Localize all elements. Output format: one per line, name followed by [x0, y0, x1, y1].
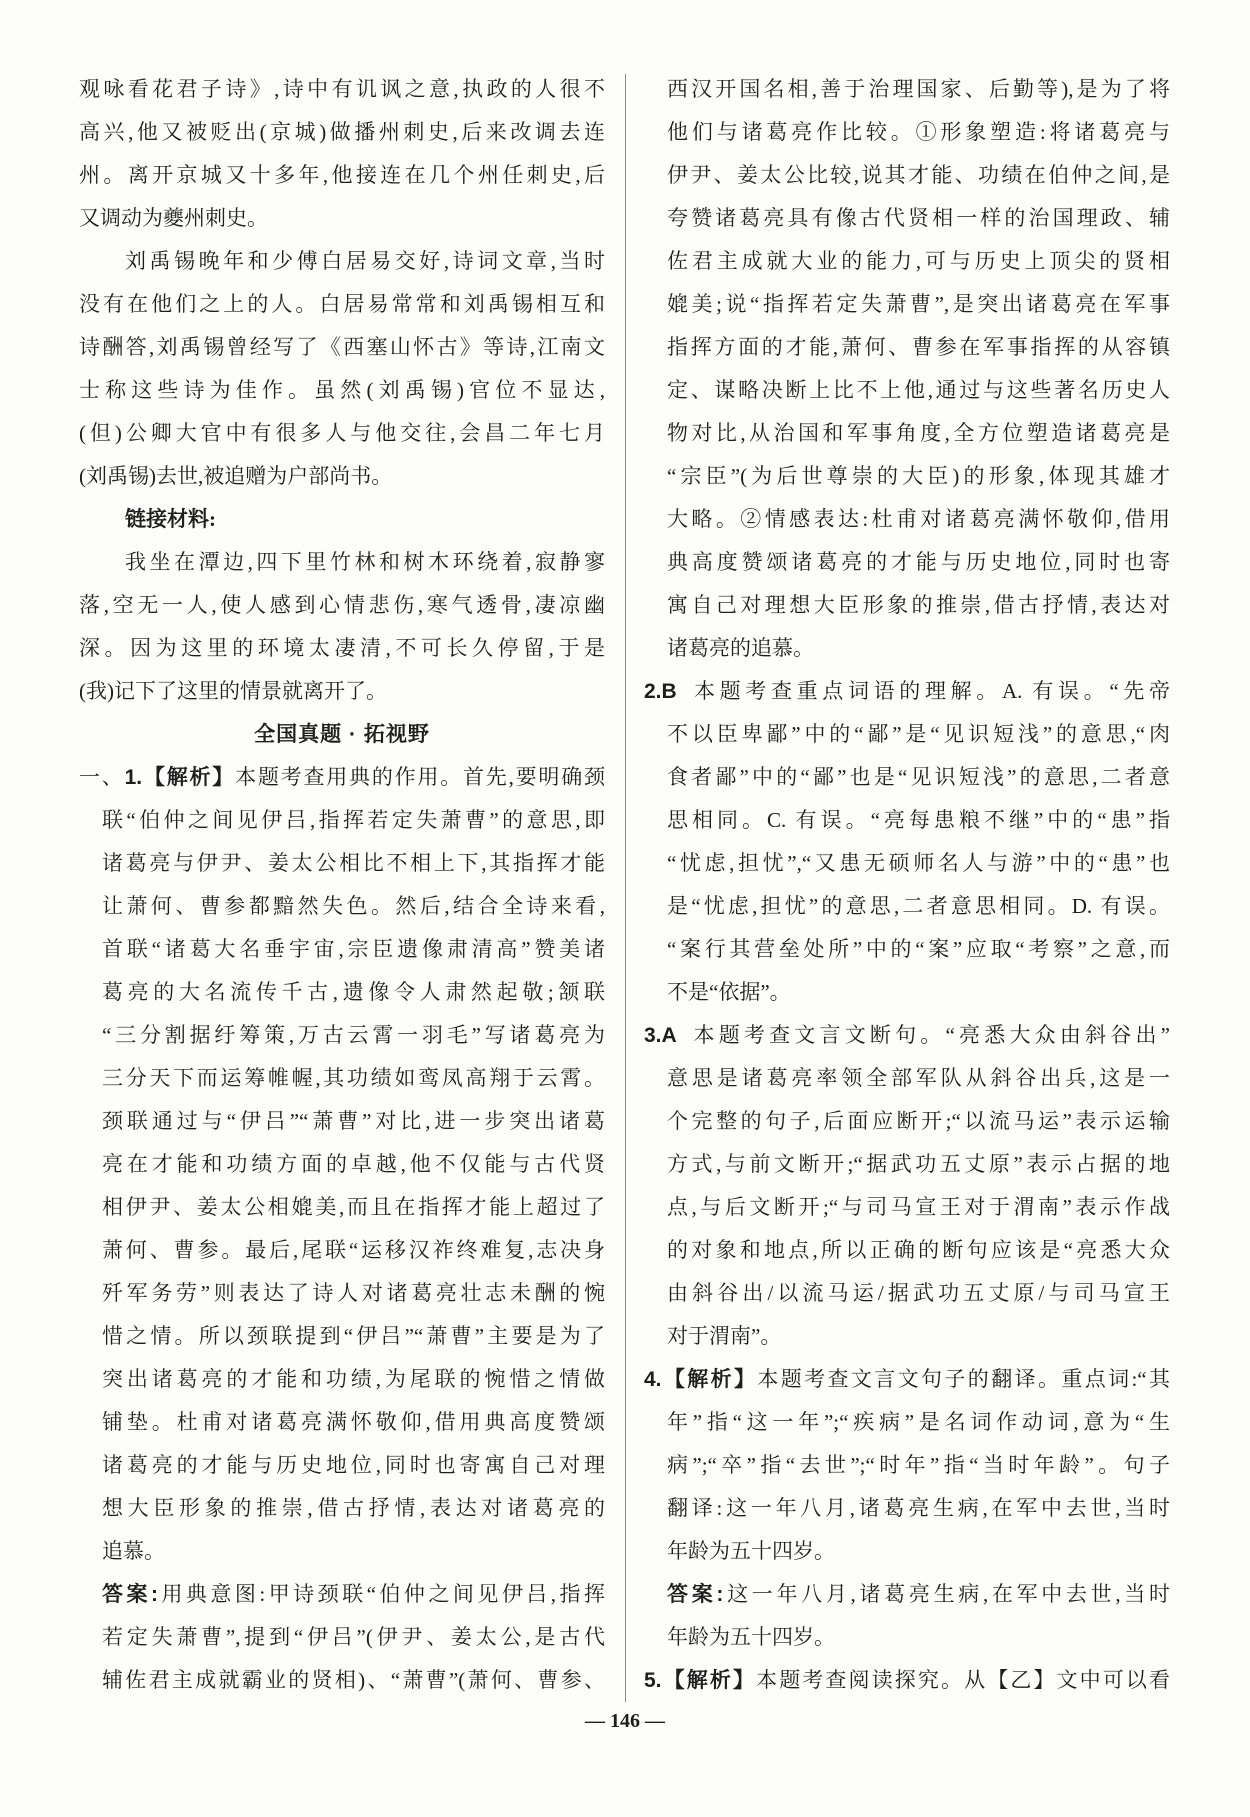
line-text: 若定失萧曹”,提到“伊吕”(伊尹、姜太公,是古代 — [102, 1625, 605, 1649]
text-line — [644, 928, 1170, 971]
text-line — [644, 1100, 1170, 1143]
line-text: 辅佐君主成就霸业的贤相)、“萧曹”(萧何、曹参、 — [102, 1668, 605, 1692]
line-text: 是“忧虑,担忧”的意思,二者意思相同。D. 有误。 — [667, 894, 1170, 918]
text-line — [79, 541, 605, 584]
text-line — [644, 412, 1170, 455]
line-text: 媲美;说“指挥若定失萧曹”,是突出诸葛亮在军事 — [667, 292, 1170, 316]
line-text: 对于渭南”。 — [667, 1324, 782, 1348]
text-line — [644, 240, 1170, 283]
line-text: “忧虑,担忧”,“又患无硕师名人与游”中的“患”也 — [667, 851, 1170, 875]
page-number: — 146 — — [585, 1710, 665, 1732]
text-line — [79, 455, 605, 498]
line-text: 个完整的句子,后面应断开;“以流马运”表示运输 — [667, 1109, 1170, 1133]
line-text: 追慕。 — [102, 1539, 165, 1563]
line-text: 这一年八月,诸葛亮生病,在军中去世,当时 — [723, 1582, 1171, 1606]
text-line — [79, 971, 605, 1014]
text-line — [644, 1229, 1170, 1272]
text-line — [79, 1186, 605, 1229]
text-line — [79, 1014, 605, 1057]
text-line — [79, 68, 605, 111]
line-text: 食者鄙”中的“鄙”也是“见识短浅”的意思,二者意 — [667, 765, 1170, 789]
item-label: 5.【解析】 — [644, 1669, 757, 1692]
text-line — [644, 1358, 1170, 1401]
line-text: 翻译:这一年八月,诸葛亮生病,在军中去世,当时 — [667, 1496, 1170, 1520]
text-line — [79, 1444, 605, 1487]
text-line — [644, 1315, 1170, 1358]
line-text: 诸葛亮的才能与历史地位,同时也寄寓自己对理 — [102, 1453, 605, 1477]
line-text: 州。离开京城又十多年,他接连在几个州任刺史,后 — [79, 163, 605, 187]
section-heading: 全国真题 · 拓视野 — [254, 723, 430, 746]
text-line — [644, 369, 1170, 412]
text-line — [79, 283, 605, 326]
text-line — [79, 369, 605, 412]
line-text: 没有在他们之上的人。白居易常常和刘禹锡相互和 — [79, 292, 605, 316]
text-line — [79, 670, 605, 713]
line-text: 本题考查阅读探究。从【乙】文中可以看 — [756, 1668, 1170, 1692]
text-line — [79, 1573, 605, 1616]
text-line — [79, 584, 605, 627]
text-line — [644, 584, 1170, 627]
line-text: 大略。②情感表达:杜甫对诸葛亮满怀敬仰,借用 — [667, 507, 1170, 531]
line-text: 他们与诸葛亮作比较。①形象塑造:将诸葛亮与 — [667, 120, 1170, 144]
text-line — [644, 154, 1170, 197]
line-text: 突出诸葛亮的才能和功绩,为尾联的惋惜之情做 — [102, 1367, 605, 1391]
text-line — [79, 1143, 605, 1186]
line-text: 定、谋略决断上比不上他,通过与这些著名历史人 — [667, 378, 1170, 402]
text-line — [644, 885, 1170, 928]
line-text: 又调动为夔州刺史。 — [79, 206, 268, 230]
line-text: 物对比,从治国和军事角度,全方位塑造诸葛亮是 — [667, 421, 1170, 445]
link-material-heading: 链接材料: — [125, 507, 216, 531]
text-line — [644, 799, 1170, 842]
text-line — [79, 1057, 605, 1100]
line-text: 伊尹、姜太公比较,说其才能、功绩在伯仲之间,是 — [667, 163, 1170, 187]
text-line — [644, 283, 1170, 326]
text-line — [644, 842, 1170, 885]
line-text: 年龄为五十四岁。 — [667, 1625, 835, 1649]
text-line — [644, 197, 1170, 240]
line-text: 寓自己对理想大臣形象的推崇,借古抒情,表达对 — [667, 593, 1170, 617]
line-text: 歼军务劳”则表达了诗人对诸葛亮壮志未酬的惋 — [102, 1281, 605, 1305]
text-line — [644, 1659, 1170, 1702]
line-text: “宗臣”(为后世尊崇的大臣)的形象,体现其雄才 — [667, 464, 1170, 488]
line-text: (我)记下了这里的情景就离开了。 — [79, 679, 387, 703]
line-text: 想大臣形象的推崇,借古抒情,表达对诸葛亮的 — [102, 1496, 605, 1520]
text-line — [644, 670, 1170, 713]
text-line — [644, 1530, 1170, 1573]
line-text: 用典意图:甲诗颈联“伯仲之间见伊吕,指挥 — [157, 1582, 606, 1606]
item-prefix: 一、 — [79, 765, 125, 789]
text-line — [79, 1272, 605, 1315]
text-line — [644, 541, 1170, 584]
text-line — [644, 627, 1170, 670]
text-line — [644, 1014, 1170, 1057]
text-line — [644, 326, 1170, 369]
line-text: 亮在才能和功绩方面的卓越,他不仅能与古代贤 — [102, 1152, 605, 1176]
text-line — [644, 1573, 1170, 1616]
line-text: 由斜谷出/以流马运/据武功五丈原/与司马宣王 — [667, 1281, 1170, 1305]
text-line — [79, 412, 605, 455]
line-text: 士称这些诗为佳作。虽然(刘禹锡)官位不显达, — [79, 378, 605, 402]
question-5-explanation — [644, 1659, 1170, 1702]
text-line — [644, 455, 1170, 498]
line-text: “案行其营垒处所”中的“案”应取“考察”之意,而 — [667, 937, 1170, 961]
text-line — [79, 756, 605, 799]
text-line — [79, 627, 605, 670]
text-line — [644, 1143, 1170, 1186]
text-line — [79, 885, 605, 928]
line-text: 观咏看花君子诗》,诗中有讥讽之意,执政的人很不 — [79, 77, 605, 101]
line-text: 萧何、曹参。最后,尾联“运移汉祚终难复,志决身 — [102, 1238, 605, 1262]
question-1-answer — [79, 1573, 605, 1702]
text-line — [79, 1401, 605, 1444]
text-line — [644, 1272, 1170, 1315]
line-text: 我坐在潭边,四下里竹林和树木环绕着,寂静寥 — [125, 550, 605, 574]
text-line — [644, 68, 1170, 111]
text-line — [79, 842, 605, 885]
line-text: 联“伯仲之间见伊吕,指挥若定失萧曹”的意思,即 — [102, 808, 605, 832]
text-line — [79, 1487, 605, 1530]
line-text: 本题考查用典的作用。首先,要明确颈 — [235, 765, 606, 789]
text-line — [79, 240, 605, 283]
line-text: 刘禹锡晚年和少傅白居易交好,诗词文章,当时 — [125, 249, 605, 273]
item-label: 1.【解析】 — [124, 766, 236, 789]
line-text: 葛亮的大名流传千古,遗像令人肃然起敬;颔联 — [102, 980, 605, 1004]
translation-continuation — [79, 68, 605, 240]
text-line — [79, 111, 605, 154]
line-text: 高兴,他又被贬出(京城)做播州刺史,后来改调去连 — [79, 120, 605, 144]
item-label: 答案: — [102, 1583, 158, 1606]
line-text: 佐君主成就大业的能力,可与历史上顶尖的贤相 — [667, 249, 1170, 273]
right-column — [644, 68, 1170, 1702]
question-3-explanation — [644, 1014, 1170, 1358]
section-heading-block — [79, 713, 605, 756]
text-line — [79, 1315, 605, 1358]
line-text: 深。因为这里的环境太凄清,不可长久停留,于是 — [79, 636, 605, 660]
line-text: 颈联通过与“伊吕”“萧曹”对比,进一步突出诸葛 — [102, 1109, 605, 1133]
line-text: 夸赞诸葛亮具有像古代贤相一样的治国理政、辅 — [667, 206, 1170, 230]
text-line — [79, 197, 605, 240]
text-line — [79, 1100, 605, 1143]
line-text: 意思是诸葛亮率领全部军队从斜谷出兵,这是一 — [667, 1066, 1170, 1090]
column-divider — [625, 74, 626, 1702]
text-line — [644, 1616, 1170, 1659]
text-line — [644, 1487, 1170, 1530]
line-text: 不以臣卑鄙”中的“鄙”是“见识短浅”的意思,“肉 — [667, 722, 1170, 746]
question-2-explanation — [644, 670, 1170, 1014]
line-text: “三分割据纡筹策,万古云霄一羽毛”写诸葛亮为 — [102, 1023, 605, 1047]
line-text: 病”;“卒”指“去世”;“时年”指“当时年龄”。句子 — [667, 1453, 1170, 1477]
item-label: 3.A — [644, 1024, 677, 1047]
line-text: 指挥方面的才能,萧何、曹参在军事指挥的从容镇 — [667, 335, 1170, 359]
left-column — [79, 68, 605, 1702]
text-line — [79, 326, 605, 369]
line-text: 本题考查文言文句子的翻译。重点词:“其 — [757, 1367, 1170, 1391]
line-text: 西汉开国名相,善于治理国家、后勤等),是为了将 — [667, 77, 1170, 101]
line-text: 的对象和地点,所以正确的断句应该是“亮悉大众 — [667, 1238, 1170, 1262]
translation-paragraph — [79, 240, 605, 498]
text-line — [79, 928, 605, 971]
text-line — [644, 1444, 1170, 1487]
line-text: (但)公卿大官中有很多人与他交往,会昌二年七月 — [79, 421, 605, 445]
line-text: 思相同。C. 有误。“亮每患粮不继”中的“患”指 — [667, 808, 1170, 832]
text-line — [79, 1659, 605, 1702]
line-text: 铺垫。杜甫对诸葛亮满怀敬仰,借用典高度赞颂 — [102, 1410, 605, 1434]
item-label: 4.【解析】 — [644, 1368, 758, 1391]
line-text: 年龄为五十四岁。 — [667, 1539, 835, 1563]
line-text: 本题考查重点词语的理解。A. 有误。“先帝 — [689, 679, 1170, 703]
text-line — [644, 756, 1170, 799]
text-line — [644, 1401, 1170, 1444]
question-1-answer-continuation — [644, 68, 1170, 670]
text-line — [79, 1229, 605, 1272]
line-text: 年”指“这一年”;“疾病”是名词作动词,意为“生 — [667, 1410, 1170, 1434]
line-text: 典高度赞颂诸葛亮的才能与历史地位,同时也寄 — [667, 550, 1170, 574]
text-line — [79, 154, 605, 197]
link-material-text — [79, 541, 605, 713]
line-text: 三分天下而运筹帷幄,其功绩如鸾凤高翔于云霄。 — [102, 1066, 605, 1090]
line-text: 点,与后文断开;“与司马宣王对于渭南”表示作战 — [667, 1195, 1170, 1219]
question-1-explanation — [79, 756, 605, 1573]
line-text: 落,空无一人,使人感到心情悲伤,寒气透骨,凄凉幽 — [79, 593, 605, 617]
item-label: 答案: — [667, 1583, 724, 1606]
line-text: 让萧何、曹参都黯然失色。然后,结合全诗来看, — [102, 894, 605, 918]
line-text: 首联“诸葛大名垂宇宙,宗臣遗像肃清高”赞美诸 — [102, 937, 605, 961]
line-text: 诗酬答,刘禹锡曾经写了《西塞山怀古》等诗,江南文 — [79, 335, 605, 359]
question-4-explanation — [644, 1358, 1170, 1573]
line-text: 相伊尹、姜太公相媲美,而且在指挥才能上超过了 — [102, 1195, 605, 1219]
line-text: 诸葛亮与伊尹、姜太公相比不相上下,其指挥才能 — [102, 851, 605, 875]
text-line — [644, 111, 1170, 154]
text-line — [644, 498, 1170, 541]
line-text: 惜之情。所以颈联提到“伊吕”“萧曹”主要是为了 — [102, 1324, 605, 1348]
question-4-answer — [644, 1573, 1170, 1659]
link-material-heading-block — [79, 498, 605, 541]
text-line — [79, 1616, 605, 1659]
line-text: 诸葛亮的追慕。 — [667, 636, 814, 660]
text-line — [644, 1186, 1170, 1229]
text-line — [79, 799, 605, 842]
text-line — [79, 1358, 605, 1401]
text-line — [644, 971, 1170, 1014]
line-text: 不是“依据”。 — [667, 980, 791, 1004]
line-text: (刘禹锡)去世,被追赠为户部尚书。 — [79, 464, 393, 488]
text-line — [644, 713, 1170, 756]
line-text: 方式,与前文断开;“据武功五丈原”表示占据的地 — [667, 1152, 1170, 1176]
item-label: 2.B — [644, 680, 677, 703]
line-text: 本题考查文言文断句。“亮悉大众由斜谷出” — [689, 1023, 1170, 1047]
text-line — [79, 1530, 605, 1573]
text-line — [644, 1057, 1170, 1100]
